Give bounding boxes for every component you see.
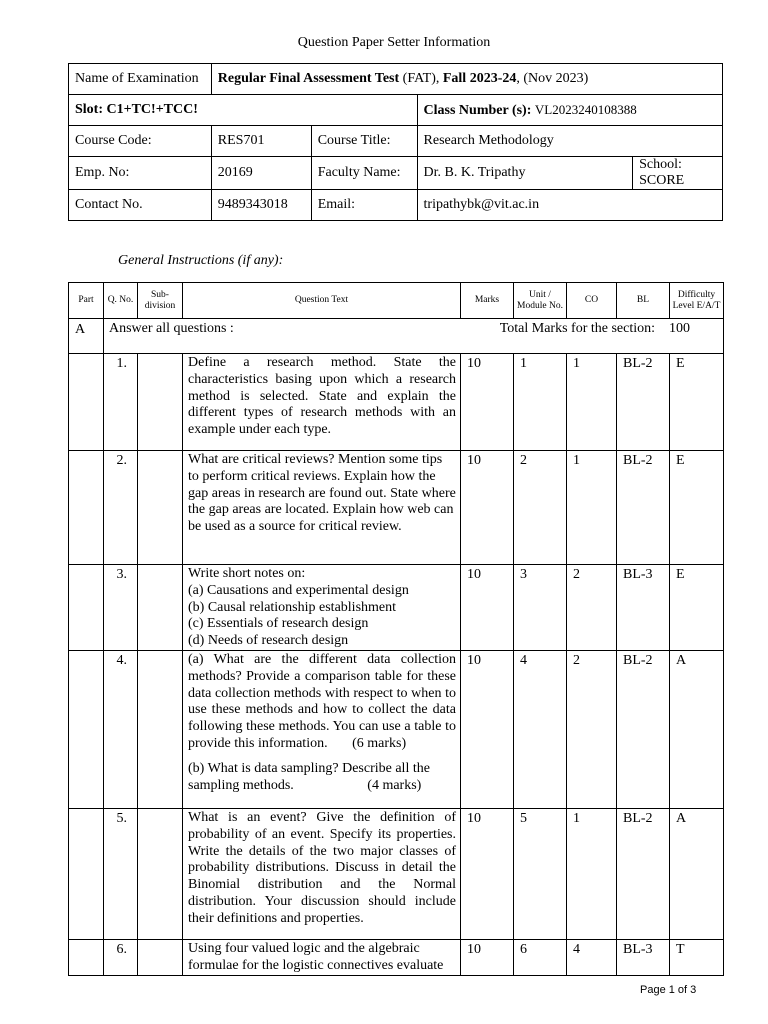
header-subdivision: Sub-division <box>138 283 183 319</box>
question-part-b-text: (b) What is data sampling? Describe all the sampling methods. <box>188 760 430 793</box>
question-text: Define a research method. State the characteristics basing upon which a research method is selected. State and explain the different types of research methods with an example under each type. <box>183 354 461 451</box>
question-line: (c) Essentials of research design <box>188 616 369 632</box>
exam-label: Name of Examination <box>69 64 212 95</box>
question-text <box>183 565 461 651</box>
faculty-label: Faculty Name: <box>311 157 417 190</box>
question-marks: 10 <box>461 650 514 808</box>
header-unit: Unit / Module No. <box>514 283 567 319</box>
section-total-value: 100 <box>669 321 690 336</box>
question-part-a-marks: (6 marks) <box>352 735 407 751</box>
header-co: CO <box>567 283 617 319</box>
question-difficulty: T <box>670 939 724 975</box>
table-header-row <box>69 283 724 319</box>
class-number-label: Class Number (s): <box>423 102 535 118</box>
general-instructions: General Instructions (if any): <box>118 253 284 268</box>
question-co: 2 <box>567 650 617 808</box>
question-unit: 2 <box>514 451 567 565</box>
question-number: 1. <box>104 354 138 451</box>
question-marks: 10 <box>461 808 514 939</box>
header-qno: Q. No. <box>104 283 138 319</box>
course-code-label: Course Code: <box>69 126 212 157</box>
header-question-text: Question Text <box>183 283 461 319</box>
question-co: 1 <box>567 354 617 451</box>
question-co: 4 <box>567 939 617 975</box>
slot-row <box>69 95 723 126</box>
question-text: What is an event? Give the definition of probability of an event. Specify its properties. Write the details of the two major classes of probability distributions. Discuss in detail the Binomial distribution and the Normal distribution. Your discussion should include their definitions and properties. <box>183 808 461 939</box>
question-bl: BL-2 <box>617 354 670 451</box>
question-part-a-text: (a) What are the different data collection methods? Provide a comparison table for these data collection methods with respect to when to use these methods and how to collect the data following these methods. You can use a table to provide this information. <box>188 651 456 751</box>
section-total-label: Total Marks for the section: <box>499 321 655 336</box>
faculty-name: Dr. B. K. Tripathy <box>417 157 633 190</box>
section-part: A <box>69 319 104 354</box>
question-co: 2 <box>567 565 617 651</box>
question-difficulty: E <box>670 565 724 651</box>
header-bl: BL <box>617 283 670 319</box>
question-difficulty: A <box>670 808 724 939</box>
question-line: Write short notes on: <box>188 566 306 581</box>
question-unit: 3 <box>514 565 567 651</box>
question-bl: BL-2 <box>617 650 670 808</box>
question-line: (b) Causal relationship establishment <box>188 599 397 615</box>
header-part: Part <box>69 283 104 319</box>
question-unit: 5 <box>514 808 567 939</box>
email-label: Email: <box>311 190 417 221</box>
header-marks: Marks <box>461 283 514 319</box>
table-row <box>69 354 724 451</box>
course-title: Research Methodology <box>417 126 722 157</box>
class-number-value: VL2023240108388 <box>534 101 637 117</box>
course-code: RES701 <box>211 126 311 157</box>
question-number: 4. <box>104 650 138 808</box>
question-bl: BL-2 <box>617 451 670 565</box>
questions-table <box>68 282 724 976</box>
question-part-b <box>188 761 456 795</box>
contact-no: 9489343018 <box>211 190 311 221</box>
question-part-a <box>188 652 456 753</box>
exam-term-bold: Fall 2023-24 <box>442 71 517 86</box>
header-difficulty: Difficulty Level E/A/T <box>670 283 724 319</box>
question-number: 2. <box>104 451 138 565</box>
question-marks: 10 <box>461 939 514 975</box>
section-row <box>69 319 724 354</box>
page-title: Question Paper Setter Information <box>297 35 491 50</box>
question-text <box>183 650 461 808</box>
contact-label: Contact No. <box>69 190 212 221</box>
exam-name-bold: Regular Final Assessment Test <box>217 71 400 86</box>
setter-info-table <box>68 63 723 221</box>
table-row <box>69 650 724 808</box>
question-marks: 10 <box>461 451 514 565</box>
question-bl: BL-2 <box>617 808 670 939</box>
question-number: 5. <box>104 808 138 939</box>
question-line: Using four valued logic and the algebraic <box>188 940 420 956</box>
question-number: 3. <box>104 565 138 651</box>
question-co: 1 <box>567 808 617 939</box>
exam-row <box>69 64 723 95</box>
question-text: What are critical reviews? Mention some tips to perform critical reviews. Explain how the gap areas in research are found out. State where the gap areas are located. Explain how web can be used as a source for critical review. <box>183 451 461 565</box>
question-line: (d) Needs of research design <box>188 633 349 649</box>
table-row <box>69 808 724 939</box>
question-difficulty: E <box>670 354 724 451</box>
question-line: (a) Causations and experimental design <box>188 582 409 598</box>
exam-name-plain: (FAT), <box>399 71 443 86</box>
question-difficulty: E <box>670 451 724 565</box>
question-unit: 6 <box>514 939 567 975</box>
question-bl: BL-3 <box>617 565 670 651</box>
question-part-b-marks: (4 marks) <box>367 777 422 793</box>
question-text <box>183 939 461 975</box>
section-total <box>500 321 690 337</box>
emp-no: 20169 <box>211 157 311 190</box>
question-co: 1 <box>567 451 617 565</box>
faculty-row <box>69 157 723 190</box>
question-marks: 10 <box>461 354 514 451</box>
class-number <box>417 95 722 126</box>
section-instruction-cell <box>104 319 724 354</box>
exam-date: , (Nov 2023) <box>516 71 589 86</box>
section-instruction: Answer all questions : <box>109 321 234 336</box>
question-bl: BL-3 <box>617 939 670 975</box>
exam-value <box>211 64 722 95</box>
table-row <box>69 939 724 975</box>
slot: Slot: C1+TC!+TCC! <box>69 95 418 126</box>
question-difficulty: A <box>670 650 724 808</box>
school: School: SCORE <box>633 157 723 190</box>
emp-label: Emp. No: <box>69 157 212 190</box>
contact-row <box>69 190 723 221</box>
question-unit: 4 <box>514 650 567 808</box>
email: tripathybk@vit.ac.in <box>417 190 722 221</box>
page-number: Page 1 of 3 <box>640 984 697 996</box>
question-number: 6. <box>104 939 138 975</box>
course-title-label: Course Title: <box>311 126 417 157</box>
question-line: formulae for the logistic connectives evaluate <box>188 957 444 973</box>
course-row <box>69 126 723 157</box>
table-row <box>69 565 724 651</box>
table-row <box>69 451 724 565</box>
question-marks: 10 <box>461 565 514 651</box>
question-unit: 1 <box>514 354 567 451</box>
